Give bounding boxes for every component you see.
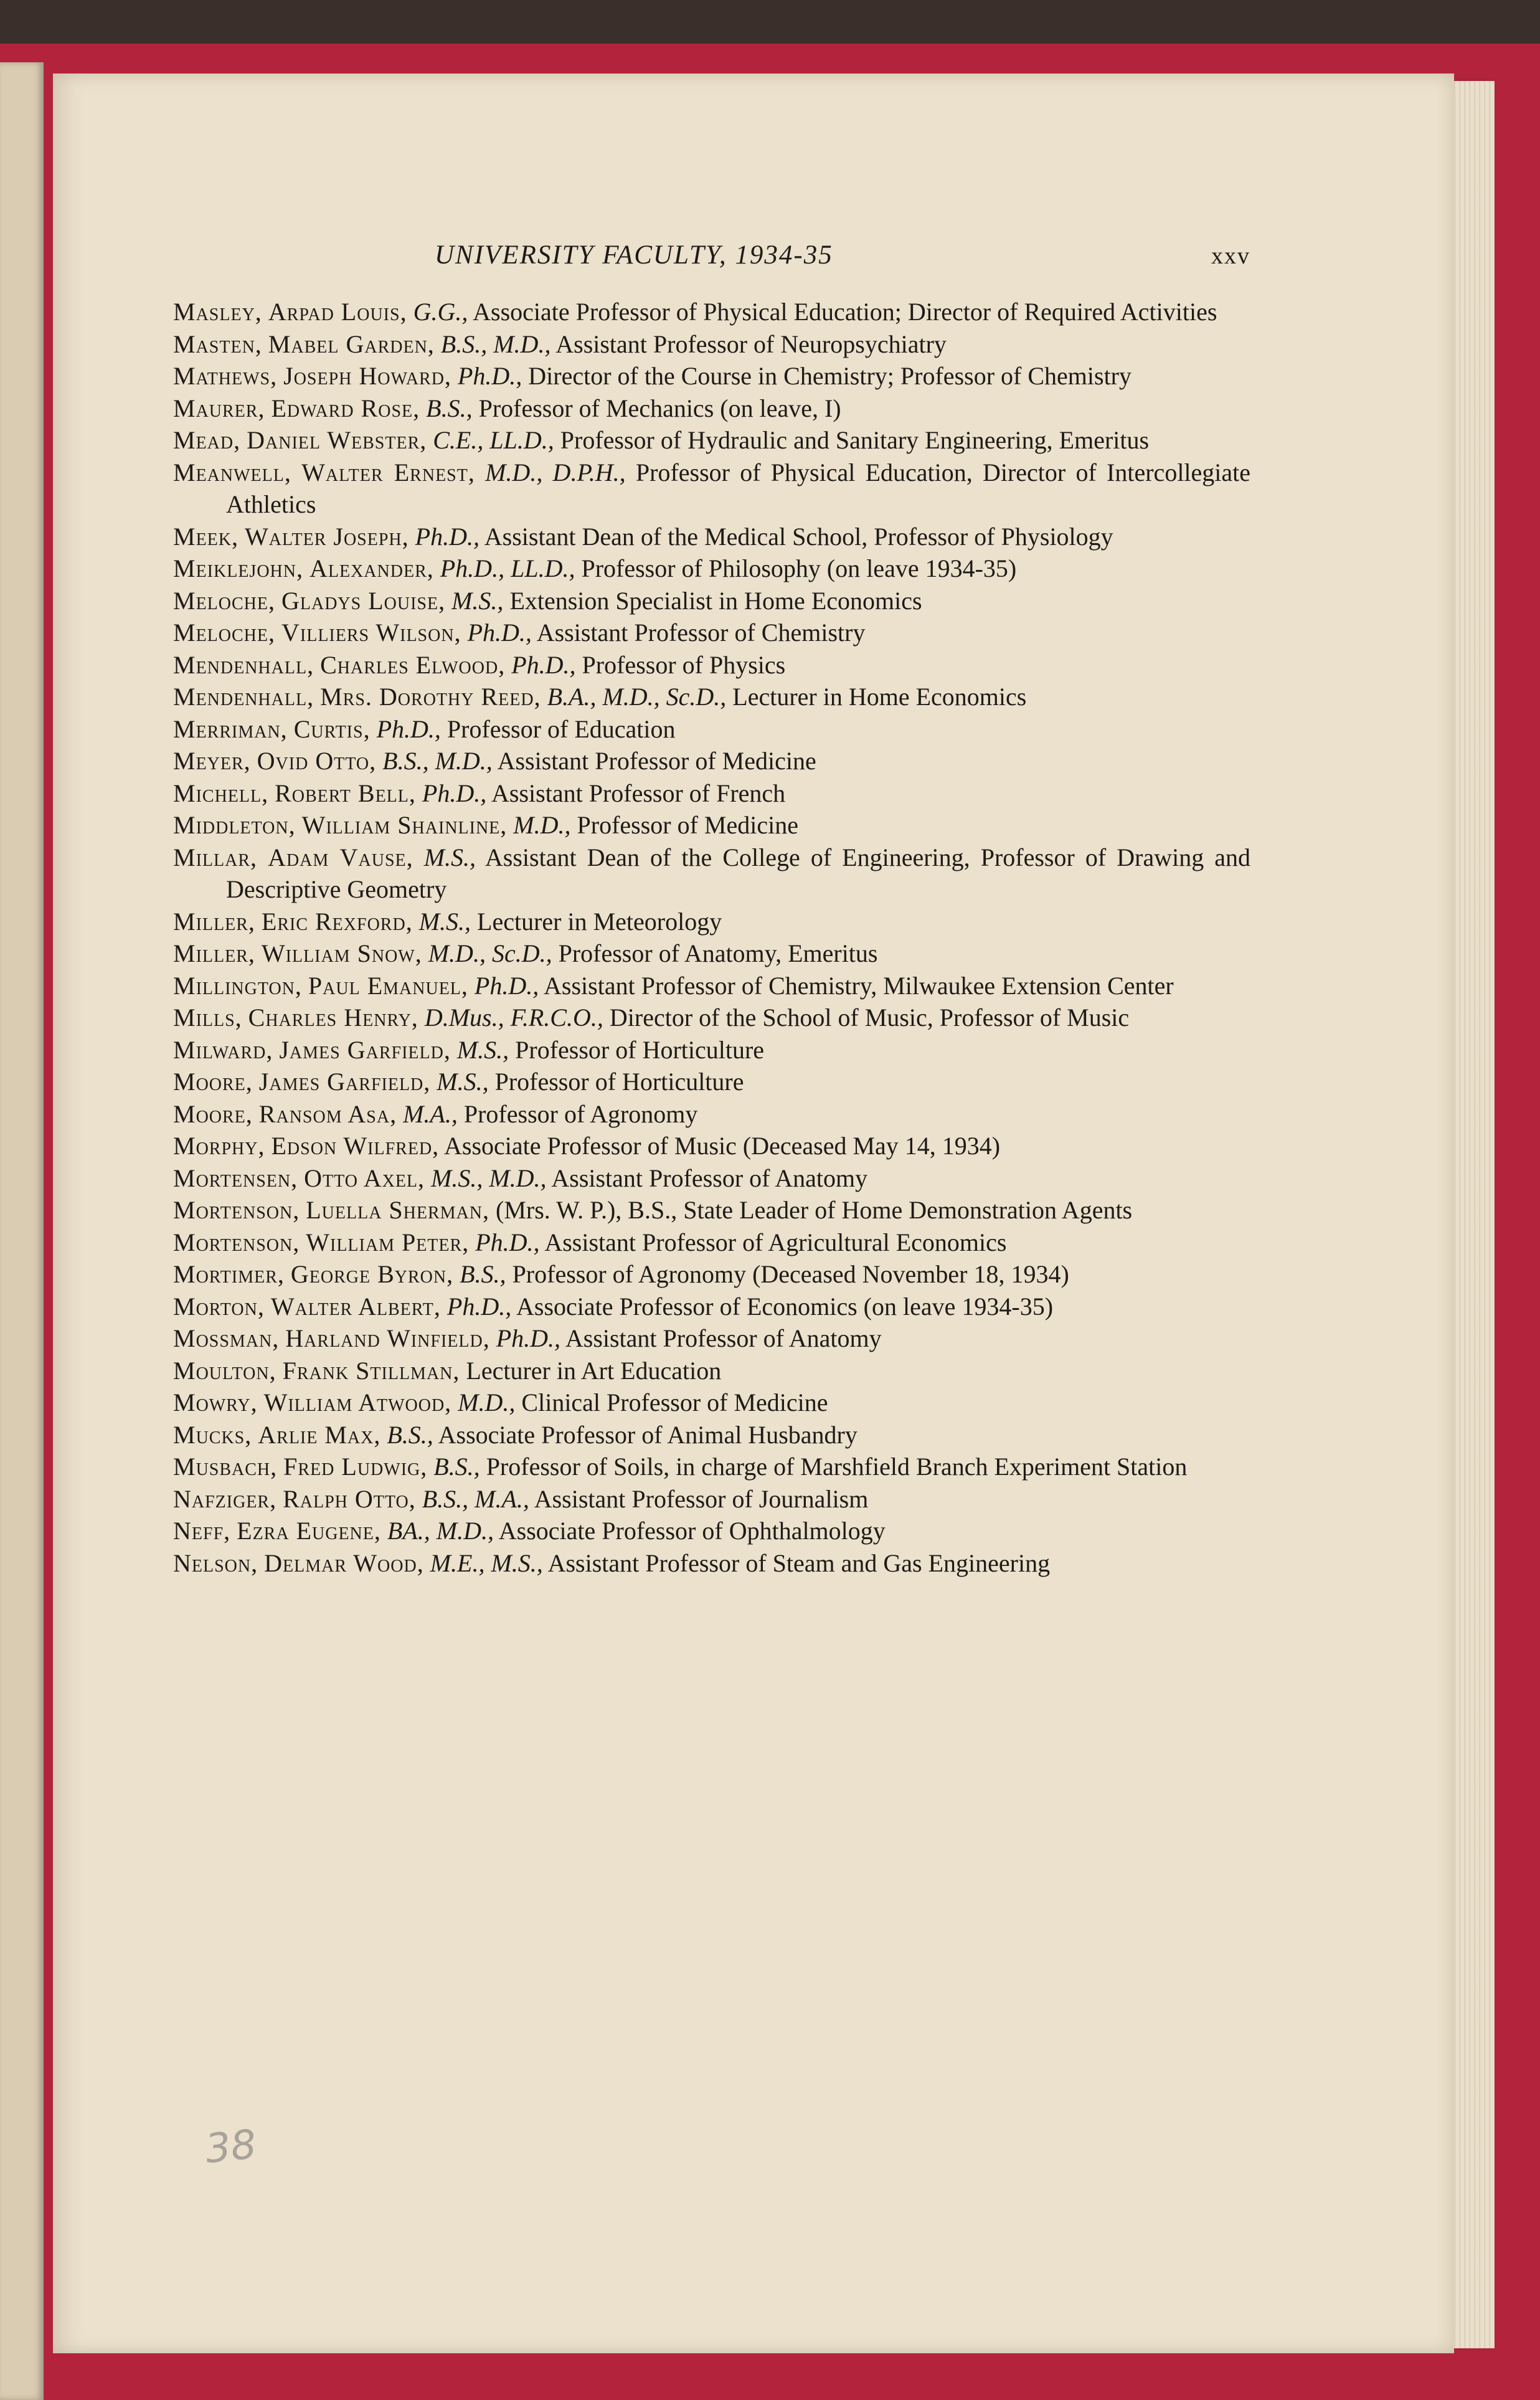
entry-degrees: M.S., xyxy=(418,907,471,936)
entry-surname: Moore, xyxy=(173,1099,253,1128)
entry-given-name: George Byron, xyxy=(290,1260,454,1288)
entry-description: Professor of Philosophy (on leave 1934-35) xyxy=(581,554,1017,582)
entry-degrees: M.A., xyxy=(403,1099,458,1128)
entry-degrees: M.S., xyxy=(451,586,504,615)
entry-surname: Meloche, xyxy=(173,619,275,647)
entry-degrees: Ph.D., xyxy=(475,1228,540,1256)
entry-degrees: BA., M.D., xyxy=(387,1517,494,1545)
entry-surname: Miller, xyxy=(173,907,255,936)
entry-degrees: B.S., M.D., xyxy=(382,747,493,775)
entry-given-name: Arpad Louis, xyxy=(268,298,407,326)
faculty-entry xyxy=(173,1226,1250,1259)
entry-degrees: B.S., xyxy=(426,394,473,422)
entry-given-name: Villiers Wilson, xyxy=(281,619,461,647)
faculty-entry xyxy=(173,328,1250,361)
faculty-entry xyxy=(173,1258,1250,1291)
entry-given-name: Charles Elwood, xyxy=(320,650,506,679)
entry-surname: Michell, xyxy=(173,779,269,807)
entry-given-name: Frank Stillman, xyxy=(282,1356,460,1385)
entry-description: Professor of Anatomy, Emeritus xyxy=(558,939,878,967)
entry-given-name: Alexander, xyxy=(309,554,434,582)
faculty-entry xyxy=(173,1355,1250,1387)
entry-surname: Nafziger, xyxy=(173,1484,277,1513)
faculty-entry xyxy=(173,553,1250,585)
faculty-entry xyxy=(173,937,1250,970)
entry-given-name: Ransom Asa, xyxy=(258,1099,397,1128)
entry-degrees: B.S., M.D., xyxy=(440,330,551,358)
entry-surname: Mortensen, xyxy=(173,1164,298,1192)
entry-surname: Moore, xyxy=(173,1068,253,1096)
entry-surname: Middleton, xyxy=(173,811,296,839)
entry-surname: Mortimer, xyxy=(173,1260,285,1288)
entry-given-name: Walter Albert, xyxy=(270,1292,441,1321)
entry-description: Assistant Professor of Neuropsychiatry xyxy=(555,330,947,358)
entry-surname: Mortenson, xyxy=(173,1228,300,1256)
entry-given-name: William Peter, xyxy=(306,1228,470,1256)
entry-description: Associate Professor of Ophthalmology xyxy=(498,1517,886,1545)
entry-given-name: Eric Rexford, xyxy=(261,907,413,936)
entry-surname: Mortenson, xyxy=(173,1196,300,1224)
faculty-entry xyxy=(173,392,1250,425)
entry-degrees: M.S., M.D., xyxy=(431,1164,547,1192)
entry-description: Assistant Professor of Medicine xyxy=(497,747,816,775)
faculty-entry xyxy=(173,777,1250,810)
entry-surname: Merriman, xyxy=(173,714,288,743)
faculty-entry xyxy=(173,457,1250,521)
faculty-entry xyxy=(173,1515,1250,1547)
faculty-entry xyxy=(173,1162,1250,1195)
entry-given-name: Paul Emanuel, xyxy=(308,971,468,1000)
entry-description: Professor of Agronomy (Deceased November 18, 1934) xyxy=(512,1260,1069,1288)
entry-degrees: Ph.D., xyxy=(422,779,487,807)
entry-degrees: B.S., xyxy=(433,1453,480,1481)
entry-description: Assistant Professor of Journalism xyxy=(534,1484,869,1513)
entry-surname: Milward, xyxy=(173,1035,273,1064)
entry-surname: Moulton, xyxy=(173,1356,276,1385)
entry-description: Professor of Agronomy xyxy=(463,1099,698,1128)
entry-description: Extension Specialist in Home Economics xyxy=(509,586,922,615)
entry-given-name: Ezra Eugene, xyxy=(237,1517,381,1545)
entry-surname: Neff, xyxy=(173,1517,231,1545)
running-head: UNIVERSITY FACULTY, 1934-35 xyxy=(435,240,833,270)
entry-given-name: Luella Sherman, xyxy=(306,1196,490,1224)
entry-description: Clinical Professor of Medicine xyxy=(521,1388,828,1416)
entry-surname: Musbach, xyxy=(173,1453,278,1481)
entry-description: Lecturer in Meteorology xyxy=(477,907,722,936)
faculty-entry xyxy=(173,649,1250,681)
entry-description: Professor of Medicine xyxy=(577,811,798,839)
entry-given-name: Mrs. Dorothy Reed, xyxy=(320,683,541,711)
entry-given-name: Mabel Garden, xyxy=(268,330,435,358)
entry-given-name: Fred Ludwig, xyxy=(283,1453,428,1481)
entry-description: Professor of Horticulture xyxy=(494,1068,744,1096)
entry-description: Professor of Physics xyxy=(582,650,786,679)
entry-description: Professor of Education xyxy=(446,714,676,743)
faculty-entry xyxy=(173,842,1250,906)
entry-surname: Morphy, xyxy=(173,1132,265,1160)
entry-description: Associate Professor of Music (Deceased May 14, 1934) xyxy=(443,1132,1001,1160)
entry-given-name: Edson Wilfred, xyxy=(271,1132,440,1160)
faculty-entry xyxy=(173,1066,1250,1098)
entry-description: Assistant Professor of Agricultural Economics xyxy=(544,1228,1007,1256)
faculty-entry xyxy=(173,970,1250,1002)
entry-degrees: Ph.D., xyxy=(474,971,539,1000)
entry-surname: Mossman, xyxy=(173,1324,280,1352)
entry-given-name: Walter Joseph, xyxy=(245,522,409,551)
entry-description: Assistant Professor of Anatomy xyxy=(565,1324,882,1352)
faculty-entry xyxy=(173,1451,1250,1483)
faculty-entry xyxy=(173,1194,1250,1226)
entry-degrees: Ph.D., xyxy=(467,619,532,647)
entry-description: Professor of Mechanics (on leave, I) xyxy=(478,394,841,422)
entry-surname: Mowry, xyxy=(173,1388,258,1416)
entry-degrees: M.S., xyxy=(423,843,476,871)
entry-description: Professor of Horticulture xyxy=(515,1035,765,1064)
entry-surname: Masten, xyxy=(173,330,262,358)
entry-given-name: Edward Rose, xyxy=(271,394,420,422)
entry-surname: Millar, xyxy=(173,843,257,871)
entry-description: Associate Professor of Physical Education; Director of Required Activities xyxy=(473,298,1217,326)
entry-surname: Nelson, xyxy=(173,1549,258,1577)
entry-given-name: Walter Ernest, xyxy=(301,458,475,486)
entry-given-name: Harland Winfield, xyxy=(285,1324,490,1352)
entry-given-name: James Garfield, xyxy=(258,1068,431,1096)
entry-given-name: Ovid Otto, xyxy=(257,747,377,775)
faculty-entry xyxy=(173,809,1250,842)
faculty-entry xyxy=(173,1483,1250,1515)
entry-degrees: B.A., M.D., Sc.D., xyxy=(547,683,727,711)
entry-given-name: Arlie Max, xyxy=(258,1420,381,1449)
entry-surname: Morton, xyxy=(173,1292,265,1321)
entry-surname: Mathews, xyxy=(173,362,278,390)
entry-degrees: D.Mus., F.R.C.O., xyxy=(424,1003,603,1032)
faculty-list xyxy=(173,296,1250,1579)
entry-degrees: Ph.D., xyxy=(415,522,479,551)
page-header xyxy=(173,240,1250,296)
entry-description: Assistant Dean of the Medical School, Professor of Physiology xyxy=(484,522,1113,551)
entry-surname: Meyer, xyxy=(173,747,251,775)
entry-given-name: Charles Henry, xyxy=(248,1003,418,1032)
entry-description: Lecturer in Art Education xyxy=(466,1356,722,1385)
page-content xyxy=(173,240,1250,1579)
entry-description: Director of the School of Music, Professor of Music xyxy=(609,1003,1130,1032)
faculty-entry xyxy=(173,745,1250,777)
page-number: xxv xyxy=(1211,243,1250,269)
entry-description: Assistant Professor of Anatomy xyxy=(551,1164,868,1192)
entry-degrees: B.S., M.A., xyxy=(422,1484,529,1513)
entry-description: (Mrs. W. P.), B.S., State Leader of Home Demonstration Agents xyxy=(496,1196,1133,1224)
entry-given-name: William Shainline, xyxy=(301,811,508,839)
entry-degrees: M.E., M.S., xyxy=(430,1549,543,1577)
entry-degrees: C.E., LL.D., xyxy=(433,426,554,454)
faculty-entry xyxy=(173,1034,1250,1066)
faculty-entry xyxy=(173,713,1250,746)
faculty-entry xyxy=(173,1547,1250,1580)
entry-surname: Meloche, xyxy=(173,586,275,615)
entry-given-name: Daniel Webster, xyxy=(247,426,427,454)
entry-given-name: Joseph Howard, xyxy=(283,362,451,390)
entry-surname: Mendenhall, xyxy=(173,683,314,711)
entry-degrees: G.G., xyxy=(413,298,468,326)
entry-degrees: Ph.D., LL.D., xyxy=(440,554,575,582)
entry-description: Professor of Physical Education, Director of Intercollegiate Athletics xyxy=(226,458,1251,518)
entry-description: Assistant Professor of French xyxy=(491,779,786,807)
entry-degrees: Ph.D., xyxy=(446,1292,512,1321)
entry-degrees: Ph.D., xyxy=(457,362,522,390)
entry-surname: Mead, xyxy=(173,426,241,454)
entry-degrees: Ph.D., xyxy=(511,650,576,679)
entry-degrees: B.S., xyxy=(460,1260,506,1288)
entry-description: Professor of Hydraulic and Sanitary Engineering, Emeritus xyxy=(560,426,1150,454)
entry-degrees: Ph.D., xyxy=(376,714,441,743)
faculty-entry xyxy=(173,1130,1250,1162)
entry-given-name: Curtis, xyxy=(293,714,371,743)
faculty-entry xyxy=(173,617,1250,649)
entry-surname: Meanwell, xyxy=(173,458,291,486)
faculty-entry xyxy=(173,360,1250,392)
entry-surname: Meek, xyxy=(173,522,239,551)
entry-given-name: Otto Axel, xyxy=(304,1164,425,1192)
entry-description: Assistant Professor of Steam and Gas Engineering xyxy=(547,1549,1051,1577)
entry-degrees: B.S., xyxy=(387,1420,433,1449)
entry-given-name: Adam Vause, xyxy=(268,843,413,871)
entry-given-name: Delmar Wood, xyxy=(264,1549,424,1577)
entry-surname: Masley, xyxy=(173,298,262,326)
handwritten-page-number: 38 xyxy=(203,2121,259,2173)
entry-description: Professor of Soils, in charge of Marshfield Branch Experiment Station xyxy=(486,1453,1188,1481)
entry-description: Assistant Dean of the College of Engineering, Professor of Drawing and Descriptive Geometry xyxy=(226,843,1251,903)
entry-degrees: M.D., xyxy=(513,811,571,839)
entry-surname: Miller, xyxy=(173,939,255,967)
entry-degrees: M.S., xyxy=(456,1035,509,1064)
entry-description: Associate Professor of Economics (on leave 1934-35) xyxy=(516,1292,1054,1321)
entry-given-name: Gladys Louise, xyxy=(281,586,446,615)
faculty-entry xyxy=(173,906,1250,938)
entry-surname: Mills, xyxy=(173,1003,242,1032)
faculty-entry xyxy=(173,521,1250,553)
entry-degrees: Ph.D., xyxy=(496,1324,561,1352)
faculty-entry xyxy=(173,1098,1250,1131)
faculty-entry xyxy=(173,1387,1250,1419)
entry-surname: Maurer, xyxy=(173,394,265,422)
entry-surname: Mucks, xyxy=(173,1420,252,1449)
entry-given-name: William Atwood, xyxy=(263,1388,452,1416)
faculty-entry xyxy=(173,585,1250,617)
entry-degrees: M.S., xyxy=(437,1068,489,1096)
entry-description: Director of the Course in Chemistry; Professor of Chemistry xyxy=(528,362,1131,390)
entry-given-name: James Garfield, xyxy=(279,1035,451,1064)
faculty-entry xyxy=(173,296,1250,328)
entry-given-name: Robert Bell, xyxy=(275,779,416,807)
faculty-entry xyxy=(173,1322,1250,1355)
entry-description: Assistant Professor of Chemistry xyxy=(536,619,866,647)
faculty-entry xyxy=(173,424,1250,457)
faculty-entry xyxy=(173,1419,1250,1451)
entry-description: Assistant Professor of Chemistry, Milwaukee Extension Center xyxy=(544,971,1174,1000)
entry-surname: Mendenhall, xyxy=(173,650,314,679)
entry-degrees: M.D., Sc.D., xyxy=(428,939,552,967)
entry-description: Associate Professor of Animal Husbandry xyxy=(438,1420,857,1449)
entry-description: Lecturer in Home Economics xyxy=(732,683,1027,711)
entry-given-name: Ralph Otto, xyxy=(283,1484,416,1513)
entry-given-name: William Snow, xyxy=(261,939,422,967)
entry-degrees: M.D., D.P.H., xyxy=(485,458,626,486)
entry-surname: Meiklejohn, xyxy=(173,554,303,582)
entry-surname: Millington, xyxy=(173,971,302,1000)
faculty-entry xyxy=(173,1002,1250,1034)
previous-page-edge xyxy=(0,62,44,2400)
faculty-entry xyxy=(173,1291,1250,1323)
faculty-entry xyxy=(173,681,1250,713)
entry-degrees: M.D., xyxy=(458,1388,516,1416)
